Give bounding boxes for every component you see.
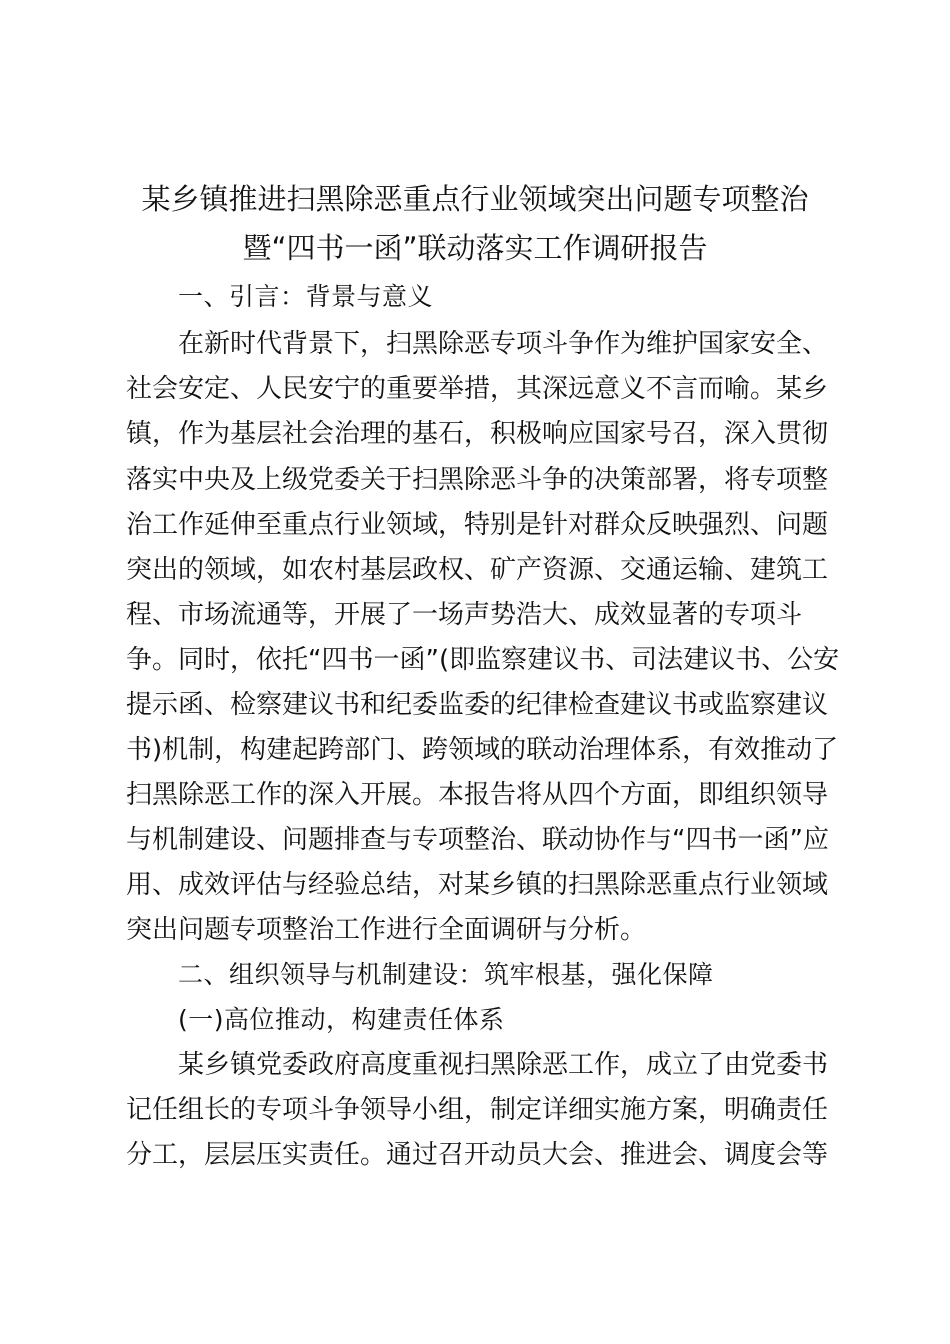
paragraph-line: 治工作延伸至重点行业领域，特别是针对群众反映强烈、问题 — [126, 510, 829, 540]
paragraph-line: 某乡镇党委政府高度重视扫黑除恶工作，成立了由党委书 — [178, 1050, 829, 1080]
section-heading-2: 二、组织领导与机制建设：筑牢根基，强化保障 — [178, 960, 714, 989]
paragraph-line: 镇，作为基层社会治理的基石，积极响应国家号召，深入贯彻 — [126, 419, 829, 449]
paragraph-line: 用、成效评估与经验总结，对某乡镇的扫黑除恶重点行业领域 — [126, 870, 829, 900]
document-title-line-2: 暨“四书一函”联动落实工作调研报告 — [242, 231, 708, 265]
paragraph-line: 社会安定、人民安宁的重要举措，其深远意义不言而喻。某乡 — [126, 374, 829, 404]
document-title-line-1: 某乡镇推进扫黑除恶重点行业领域突出问题专项整治 — [141, 182, 809, 216]
paragraph-line: 争。同时，依托“四书一函”(即监察建议书、司法建议书、公安 — [126, 645, 840, 675]
paragraph-line: 程、市场流通等，开展了一场声势浩大、成效显著的专项斗 — [126, 600, 803, 630]
paragraph-line: 书)机制，构建起跨部门、跨领域的联动治理体系，有效推动了 — [126, 735, 839, 765]
paragraph-line: 与机制建设、问题排查与专项整治、联动协作与“四书一函”应 — [126, 825, 829, 855]
paragraph-line: 提示函、检察建议书和纪委监委的纪律检查建议书或监察建议 — [126, 690, 829, 720]
paragraph-line: 突出的领域，如农村基层政权、矿产资源、交通运输、建筑工 — [126, 555, 829, 585]
paragraph-line: 落实中央及上级党委关于扫黑除恶斗争的决策部署，将专项整 — [126, 465, 829, 495]
section-heading-1: 一、引言：背景与意义 — [178, 282, 434, 311]
paragraph-line: 突出问题专项整治工作进行全面调研与分析。 — [126, 915, 647, 945]
paragraph-line: 分工，层层压实责任。通过召开动员大会、推进会、调度会等 — [126, 1140, 829, 1170]
paragraph-line: 记任组长的专项斗争领导小组，制定详细实施方案，明确责任 — [126, 1095, 829, 1125]
paragraph-line: 在新时代背景下，扫黑除恶专项斗争作为维护国家安全、 — [178, 329, 829, 359]
subsection-heading-1: (一)高位推动，构建责任体系 — [178, 1005, 505, 1034]
paragraph-line: 扫黑除恶工作的深入开展。本报告将从四个方面，即组织领导 — [126, 780, 829, 810]
